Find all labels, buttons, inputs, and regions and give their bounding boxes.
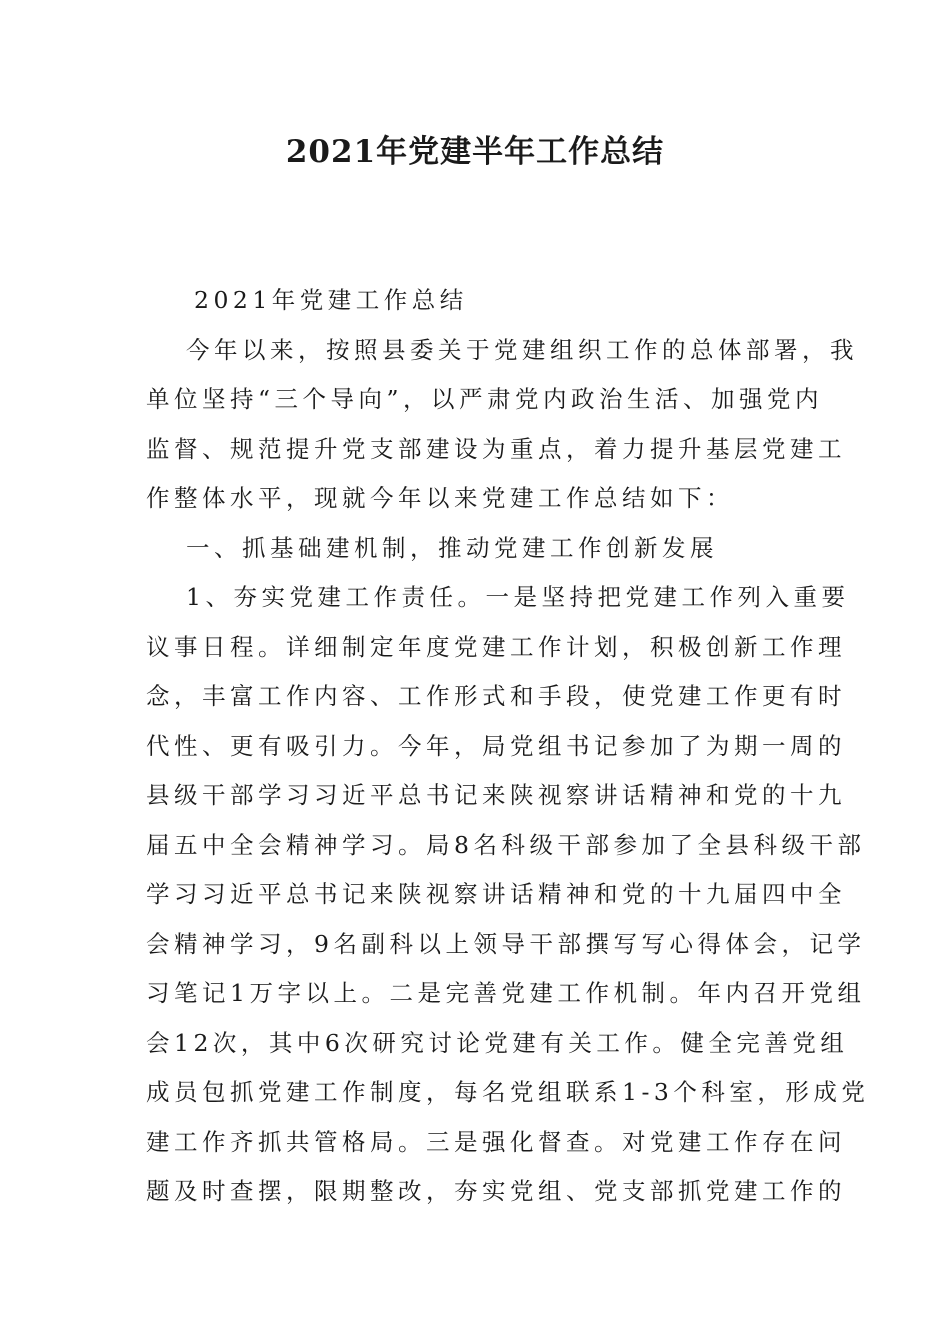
paragraph-line: 议事日程。详细制定年度党建工作计划，积极创新工作理 [146,632,846,661]
paragraph-line: 今年以来，按照县委关于党建组织工作的总体部署，我 [186,335,858,364]
paragraph-line: 代性、更有吸引力。今年，局党组书记参加了为期一周的 [146,731,846,760]
paragraph-line: 题及时查摆，限期整改，夯实党组、党支部抓党建工作的 [146,1177,846,1205]
paragraph-line: 会精神学习，9名副科以上领导干部撰写写心得体会，记学 [146,929,866,958]
section-heading-line: 一、抓基础建机制，推动党建工作创新发展 [186,533,718,562]
paragraph-line: 念，丰富工作内容、工作形式和手段，使党建工作更有时 [146,682,846,710]
paragraph-line: 建工作齐抓共管格局。三是强化督查。对党建工作存在问 [146,1127,846,1156]
paragraph-line: 成员包抓党建工作制度，每名党组联系1-3个科室，形成党 [146,1078,870,1106]
paragraph-line: 单位坚持“三个导向”，以严肃党内政治生活、加强党内 [146,385,824,413]
paragraph-line: 1、夯实党建工作责任。一是坚持把党建工作列入重要 [186,583,850,611]
paragraph-line: 学习习近平总书记来陕视察讲话精神和党的十九届四中全 [146,880,846,908]
document-body [146,276,870,1217]
document-title: 2021年党建半年工作总结 [285,134,665,170]
paragraph-line: 作整体水平，现就今年以来党建工作总结如下： [146,484,734,512]
paragraph-line: 会12次，其中6次研究讨论党建有关工作。健全完善党组 [146,1028,849,1057]
subtitle-line: 2021年党建工作总结 [194,286,468,314]
paragraph-line: 县级干部学习习近平总书记来陕视察讲话精神和党的十九 [146,781,846,809]
paragraph-line: 届五中全会精神学习。局8名科级干部参加了全县科级干部 [146,830,866,859]
paragraph-line: 监督、规范提升党支部建设为重点，着力提升基层党建工 [146,434,846,463]
paragraph-line: 习笔记1万字以上。二是完善党建工作机制。年内召开党组 [146,979,866,1007]
